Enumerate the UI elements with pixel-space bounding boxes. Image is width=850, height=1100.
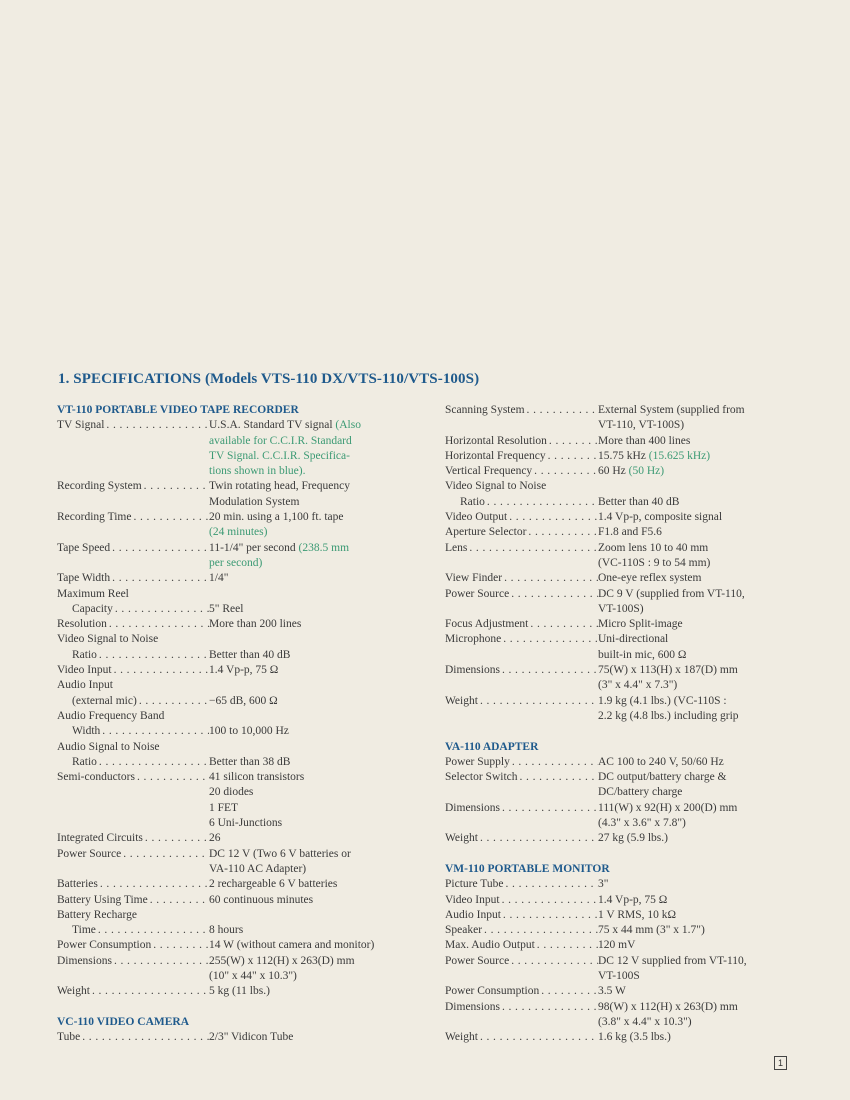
spec-value-line: U.S.A. Standard TV signal (Also [209,419,361,432]
spec-value [209,709,437,724]
spec-value-line: 98(W) x 112(H) x 263(D) mm [598,1000,738,1013]
spec-label: Recording Time . . . [57,510,209,541]
spec-value-line: (24 minutes) [209,526,268,539]
spec-value [209,632,437,647]
spec-value-line: DC 9 V (supplied from VT-110, [598,587,745,600]
spec-row [57,602,437,617]
spec-label: Ratio . . . [57,755,209,770]
spec-value-line: One-eye reflex system [598,572,702,585]
spec-value [209,724,437,739]
spec-value-line: Better than 38 dB [209,755,291,768]
section-title-adapter: VA-110 ADAPTER [445,740,539,753]
spec-value [209,847,437,878]
spec-value-line: DC 12 V (Two 6 V batteries or [209,847,351,860]
spec-row [445,770,805,801]
spec-label: Max. Audio Output . . . [445,938,598,953]
spec-value [209,541,437,572]
spec-value-line: 5" Reel [209,602,244,615]
spec-label: Power Consumption . . . [57,938,209,953]
spec-value [209,587,437,602]
spec-row [57,479,437,510]
spec-row [445,954,805,985]
spec-label: Scanning System . . . [445,403,598,434]
spec-label: Tape Speed . . . [57,541,209,572]
spec-row [445,694,805,725]
spec-row [445,755,805,770]
spec-row [57,984,437,999]
spec-value-line: (3" x 4.4" x 7.3") [598,679,678,692]
spec-label: Weight . . . [445,831,598,846]
spec-value [598,923,805,938]
spec-value [598,434,805,449]
spec-label: Time . . . [57,923,209,938]
spec-value [209,770,437,831]
spec-list-monitor [445,877,805,1045]
spec-value-line: 20 diodes [209,786,254,799]
spec-value-line: 60 continuous minutes [209,893,314,906]
spec-label: Aperture Selector . . . [445,525,598,540]
spec-label: Semi-conductors . . . [57,770,209,831]
spec-value [209,418,437,479]
spec-value-line: DC output/battery charge & [598,771,727,784]
spec-value-line: VA-110 AC Adapter) [209,862,307,875]
spec-value [598,954,805,985]
spec-row [57,418,437,479]
spec-value-line: 60 Hz (50 Hz) [598,465,665,478]
spec-label: TV Signal . . . [57,418,209,479]
spec-value [209,954,437,985]
spec-label: Battery Using Time . . . [57,893,209,908]
spec-value-line: 3.5 W [598,985,626,998]
spec-row [445,923,805,938]
spec-value [598,525,805,540]
spec-value [209,694,437,709]
spec-value-line: 26 [209,832,221,845]
spec-label: Dimensions . . . [445,663,598,694]
spec-value [209,831,437,846]
spec-value [598,479,805,494]
spec-label: Ratio . . . [445,495,598,510]
spec-row [57,571,437,586]
spec-value-line: External System (supplied from [598,404,745,416]
spec-value-line: (3.8" x 4.4" x 10.3") [598,1015,692,1028]
spec-value [209,617,437,632]
spec-label: Power Supply . . . [445,755,598,770]
spec-value-line: Uni-directional [598,633,669,646]
spec-value-line: F1.8 and F5.6 [598,526,662,539]
spec-value [598,449,805,464]
spec-list-adapter [445,755,805,847]
page-number: 1 [774,1056,787,1070]
spec-value-line: 8 hours [209,924,244,937]
section-title-camera: VC-110 VIDEO CAMERA [57,1015,190,1028]
spec-value-line: 1.4 Vp-p, 75 Ω [598,893,668,906]
spec-label: Battery Recharge [57,908,137,921]
spec-value [598,1000,805,1031]
spec-value-line: 75 x 44 mm (3" x 1.7") [598,924,705,937]
spec-row [445,893,805,908]
spec-label: (external mic) . . . [57,694,209,709]
spec-label: Dimensions . . . [445,1000,598,1031]
spec-label: Power Source . . . [445,587,598,618]
spec-value-line: 1.9 kg (4.1 lbs.) (VC-110S : [598,694,727,707]
spec-value [209,663,437,678]
spec-row [445,434,805,449]
spec-row [57,617,437,632]
spec-label: Ratio . . . [57,648,209,663]
spec-value-line: More than 400 lines [598,434,691,447]
spec-value-line: available for C.C.I.R. Standard [209,434,352,447]
spec-value [598,831,805,846]
spec-label: Resolution . . . [57,617,209,632]
spec-row [57,724,437,739]
spec-value-line: 5 kg (11 lbs.) [209,985,270,998]
spec-value-line: VT-100S) [598,602,644,615]
spec-label: Weight . . . [445,694,598,725]
spec-row [445,541,805,572]
spec-value-line: 1/4" [209,572,229,585]
spec-value [598,495,805,510]
spec-value-line: 3" [598,878,609,891]
spec-row [57,954,437,985]
spec-value-line: (10" x 44" x 10.3") [209,969,297,982]
spec-value [598,617,805,632]
spec-value-line: −65 dB, 600 Ω [209,694,278,707]
spec-value-line: 27 kg (5.9 lbs.) [598,832,668,845]
spec-value-line: 120 mV [598,939,636,952]
spec-label: Video Signal to Noise [57,633,159,646]
spec-row [445,510,805,525]
spec-value-line: 2 rechargeable 6 V batteries [209,878,338,891]
spec-label: Dimensions . . . [445,801,598,832]
spec-label: Power Consumption . . . [445,984,598,999]
spec-value [598,587,805,618]
spec-label: Microphone . . . [445,632,598,663]
spec-value-line: 20 min. using a 1,100 ft. tape [209,511,344,524]
spec-row [57,755,437,770]
spec-value [209,755,437,770]
spec-label: Dimensions . . . [57,954,209,985]
spec-row [57,847,437,878]
spec-row [445,479,805,494]
spec-row [445,1000,805,1031]
spec-value [209,938,437,953]
spec-value-line: AC 100 to 240 V, 50/60 Hz [598,755,724,768]
spec-label: Horizontal Resolution . . . [445,434,598,449]
spec-label: Power Source . . . [445,954,598,985]
spec-value-line: built-in mic, 600 Ω [598,648,687,661]
spec-value [209,510,437,541]
spec-value-line: 11-1/4" per second (238.5 mm [209,541,350,554]
spec-value [209,740,437,755]
spec-row [445,403,805,434]
section-title-monitor: VM-110 PORTABLE MONITOR [445,862,610,875]
spec-label: View Finder . . . [445,571,598,586]
spec-label: Integrated Circuits . . . [57,831,209,846]
spec-label: Video Input . . . [57,663,209,678]
left-column [57,403,437,1045]
spec-row [57,678,437,693]
spec-value-line: 2.2 kg (4.8 lbs.) including grip [598,709,739,722]
spec-label: Video Output . . . [445,510,598,525]
spec-value [598,663,805,694]
spec-row [57,938,437,953]
right-column [445,403,805,1045]
spec-row [445,908,805,923]
spec-label: Weight . . . [445,1030,598,1045]
spec-value [598,938,805,953]
spec-value-line: (4.3" x 3.6" x 7.8") [598,817,686,830]
spec-row [445,617,805,632]
spec-value [209,984,437,999]
spec-list-recorder [57,418,437,999]
spec-row [57,893,437,908]
spec-value [598,541,805,572]
spec-value-line: 15.75 kHz (15.625 kHz) [598,449,711,462]
spec-value-line: 41 silicon transistors [209,771,305,784]
spec-value-line: Zoom lens 10 to 40 mm [598,541,709,554]
spec-label: Tube . . . [57,1030,209,1045]
spec-label: Lens . . . [445,541,598,572]
spec-value [209,877,437,892]
spec-value-line: Better than 40 dB [598,495,680,508]
spec-value-line: 255(W) x 112(H) x 263(D) mm [209,954,355,967]
spec-row [445,587,805,618]
spec-row [57,694,437,709]
spec-row [57,632,437,647]
spec-row [445,663,805,694]
spec-row [445,831,805,846]
spec-row [445,449,805,464]
spec-row [57,541,437,572]
spec-value [598,571,805,586]
spec-label: Maximum Reel [57,587,129,600]
spec-row [445,571,805,586]
spec-label: Weight . . . [57,984,209,999]
spec-value [598,893,805,908]
spec-value-line: 100 to 10,000 Hz [209,725,289,738]
spec-row [445,632,805,663]
spec-label: Recording System . . . [57,479,209,510]
spec-row [57,923,437,938]
spec-value-line: tions shown in blue). [209,465,306,478]
spec-value-line: 1.6 kg (3.5 lbs.) [598,1031,671,1044]
spec-value [598,694,805,725]
spec-value [598,755,805,770]
spec-value [598,770,805,801]
spec-label: Speaker . . . [445,923,598,938]
spec-value [598,984,805,999]
spec-value [209,923,437,938]
spec-value-line: 2/3" Vidicon Tube [209,1031,294,1044]
spec-row [445,801,805,832]
spec-label: Picture Tube . . . [445,877,598,892]
spec-value-line: Modulation System [209,495,300,508]
spec-value [209,1030,437,1045]
spec-list-camera-left [57,1030,437,1045]
spec-value [598,801,805,832]
spec-row [57,877,437,892]
spec-value-line: VT-110, VT-100S) [598,419,685,432]
spec-value-line: 75(W) x 113(H) x 187(D) mm [598,664,738,677]
spec-value-line: TV Signal. C.C.I.R. Specifica- [209,449,350,462]
spec-row [57,1030,437,1045]
spec-row [445,1030,805,1045]
spec-value-line: 1 V RMS, 10 kΩ [598,908,677,921]
spec-row [57,510,437,541]
spec-label: Video Input . . . [445,893,598,908]
spec-value-line: More than 200 lines [209,618,302,631]
spec-value-line: per second) [209,556,263,569]
spec-label: Audio Frequency Band [57,709,165,722]
spec-row [57,908,437,923]
spec-value [598,1030,805,1045]
spec-row [445,464,805,479]
spec-value [598,464,805,479]
spec-value [209,602,437,617]
spec-value [209,479,437,510]
spec-row [57,831,437,846]
spec-value [209,571,437,586]
section-title-recorder: VT-110 PORTABLE VIDEO TAPE RECORDER [57,404,299,416]
page-title: 1. SPECIFICATIONS (Models VTS-110 DX/VTS-110/VTS-100S) [58,371,480,387]
spec-value [598,877,805,892]
spec-row [57,709,437,724]
spec-row [57,648,437,663]
spec-value-line: (VC-110S : 9 to 54 mm) [598,556,711,569]
spec-label: Tape Width . . . [57,571,209,586]
spec-row [445,495,805,510]
spec-value-line: Micro Split-image [598,618,683,631]
spec-label: Capacity . . . [57,602,209,617]
spec-label: Selector Switch . . . [445,770,598,801]
spec-row [57,740,437,755]
spec-value [209,908,437,923]
spec-row [57,663,437,678]
spec-label: Width . . . [57,724,209,739]
spec-label: Batteries . . . [57,877,209,892]
spec-label: Horizontal Frequency . . . [445,449,598,464]
spec-row [57,770,437,831]
spec-value-line: 1.4 Vp-p, composite signal [598,511,723,524]
spec-value [598,632,805,663]
spec-row [445,984,805,999]
spec-list-camera-right [445,403,805,724]
spec-value [209,893,437,908]
spec-value-line: Twin rotating head, Frequency [209,480,350,493]
spec-label: Vertical Frequency . . . [445,464,598,479]
spec-value-line: 1 FET [209,801,239,814]
spec-value-line: 1.4 Vp-p, 75 Ω [209,664,279,677]
spec-value-line: DC/battery charge [598,786,683,799]
spec-value [209,648,437,663]
spec-row [445,938,805,953]
spec-label: Audio Signal to Noise [57,740,160,753]
spec-value-line: DC 12 V supplied from VT-110, [598,954,747,967]
spec-row [57,587,437,602]
spec-label: Audio Input . . . [445,908,598,923]
spec-label: Video Signal to Noise [445,480,547,493]
spec-value-line: VT-100S [598,969,640,982]
spec-value-line: 111(W) x 92(H) x 200(D) mm [598,801,738,814]
spec-label: Focus Adjustment . . . [445,617,598,632]
spec-value-line: 6 Uni-Junctions [209,817,283,830]
spec-value-line: Better than 40 dB [209,648,291,661]
spec-label: Audio Input [57,679,113,692]
spec-value [209,678,437,693]
spec-row [445,877,805,892]
spec-row [445,525,805,540]
spec-label: Power Source . . . [57,847,209,878]
spec-value [598,908,805,923]
spec-value-line: 14 W (without camera and monitor) [209,939,375,952]
spec-value [598,510,805,525]
spec-value [598,403,805,434]
